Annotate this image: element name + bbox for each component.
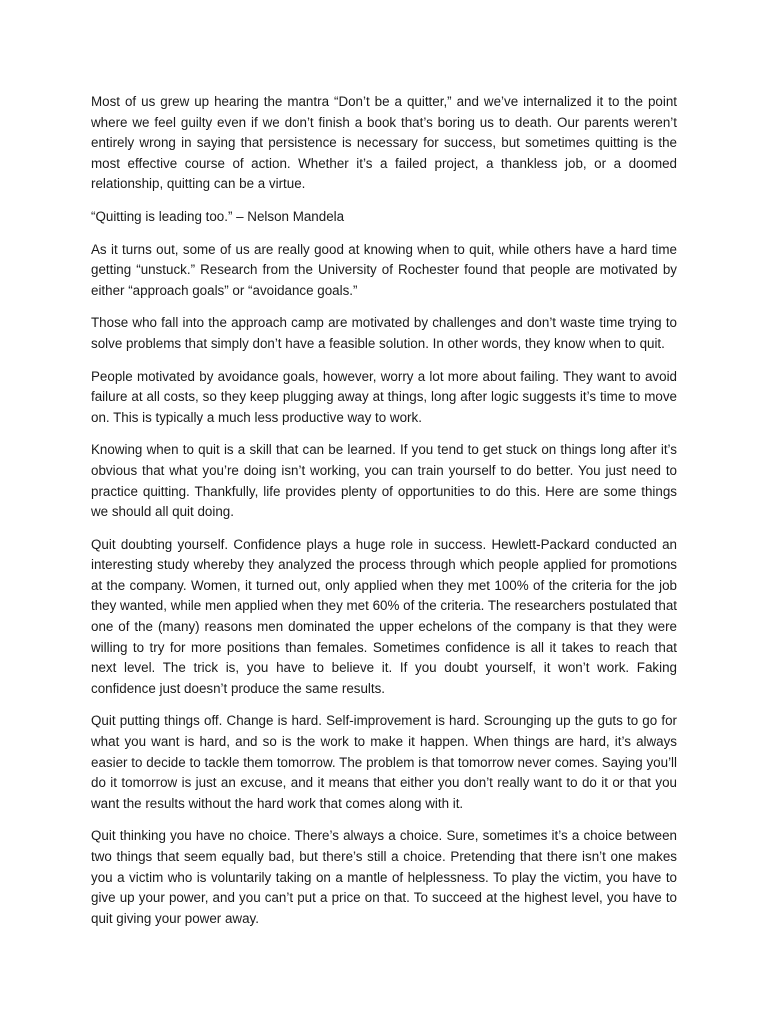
paragraph-research: As it turns out, some of us are really good at knowing when to quit, while others have a hard time getting “unstuck.” Research from the University of Rochester found that people are motivated by either “approach goals” or “avoidance goals.”: [91, 241, 677, 298]
paragraph-quit-putting-off: Quit putting things off. Change is hard. Self-improvement is hard. Scrounging up the guts to go for what you want is hard, and so is the work to make it happen. When things are hard, it’s always easier to decide to tackle them tomorrow. The problem is that tomorrow never comes. Saying you’ll do it tomorrow is just an excuse, and it means that either you don’t really want to do it or that you want the results without the hard work that comes along with it.: [91, 713, 677, 811]
quote-nelson-mandela: “Quitting is leading too.” – Nelson Mandela: [91, 208, 345, 224]
paragraph-quit-no-choice: Quit thinking you have no choice. There’s always a choice. Sure, sometimes it’s a choice between two things that seem equally bad, but there’s still a choice. Pretending that there isn’t one makes you a victim who is voluntarily taking on a mantle of helplessness. To play the victim, you have to give up your power, and you can’t put a price on that. To succeed at the highest level, you have to quit giving your power away.: [91, 828, 677, 926]
paragraph-intro: Most of us grew up hearing the mantra “Don’t be a quitter,” and we’ve internalized it to the point where we feel guilty even if we don’t finish a book that’s boring us to death. Our parents weren’t entirely wrong in saying that persistence is necessary for success, but sometimes quitting is the most effective course of action. Whether it’s a failed project, a thankless job, or a doomed relationship, quitting can be a virtue.: [91, 94, 677, 192]
paragraph-approach-goals: Those who fall into the approach camp are motivated by challenges and don’t waste time trying to solve problems that simply don’t have a feasible solution. In other words, they know when to quit.: [91, 315, 677, 351]
paragraph-avoidance-goals: People motivated by avoidance goals, however, worry a lot more about failing. They want to avoid failure at all costs, so they keep plugging away at things, long after logic suggests it’s time to move on. This is typically a much less productive way to work.: [91, 368, 677, 425]
paragraph-quit-doubting: Quit doubting yourself. Confidence plays a huge role in success. Hewlett-Packard conducted an interesting study whereby they analyzed the process through which people applied for promotions at the company. Women, it turned out, only applied when they met 100% of the criteria for the job they wanted, while men applied when they met 60% of the criteria. The researchers postulated that one of the (many) reasons men dominated the upper echelons of the company is that they were willing to try for more positions than females. Sometimes confidence is all it takes to reach that next level. The trick is, you have to believe it. If you doubt yourself, it won’t work. Faking confidence just doesn’t produce the same results.: [91, 536, 677, 696]
paragraph-learn-to-quit: Knowing when to quit is a skill that can be learned. If you tend to get stuck on things long after it’s obvious that what you’re doing isn’t working, you can train yourself to do better. You just need to practice quitting. Thankfully, life provides plenty of opportunities to do this. Here are some things we should all quit doing.: [91, 442, 677, 520]
